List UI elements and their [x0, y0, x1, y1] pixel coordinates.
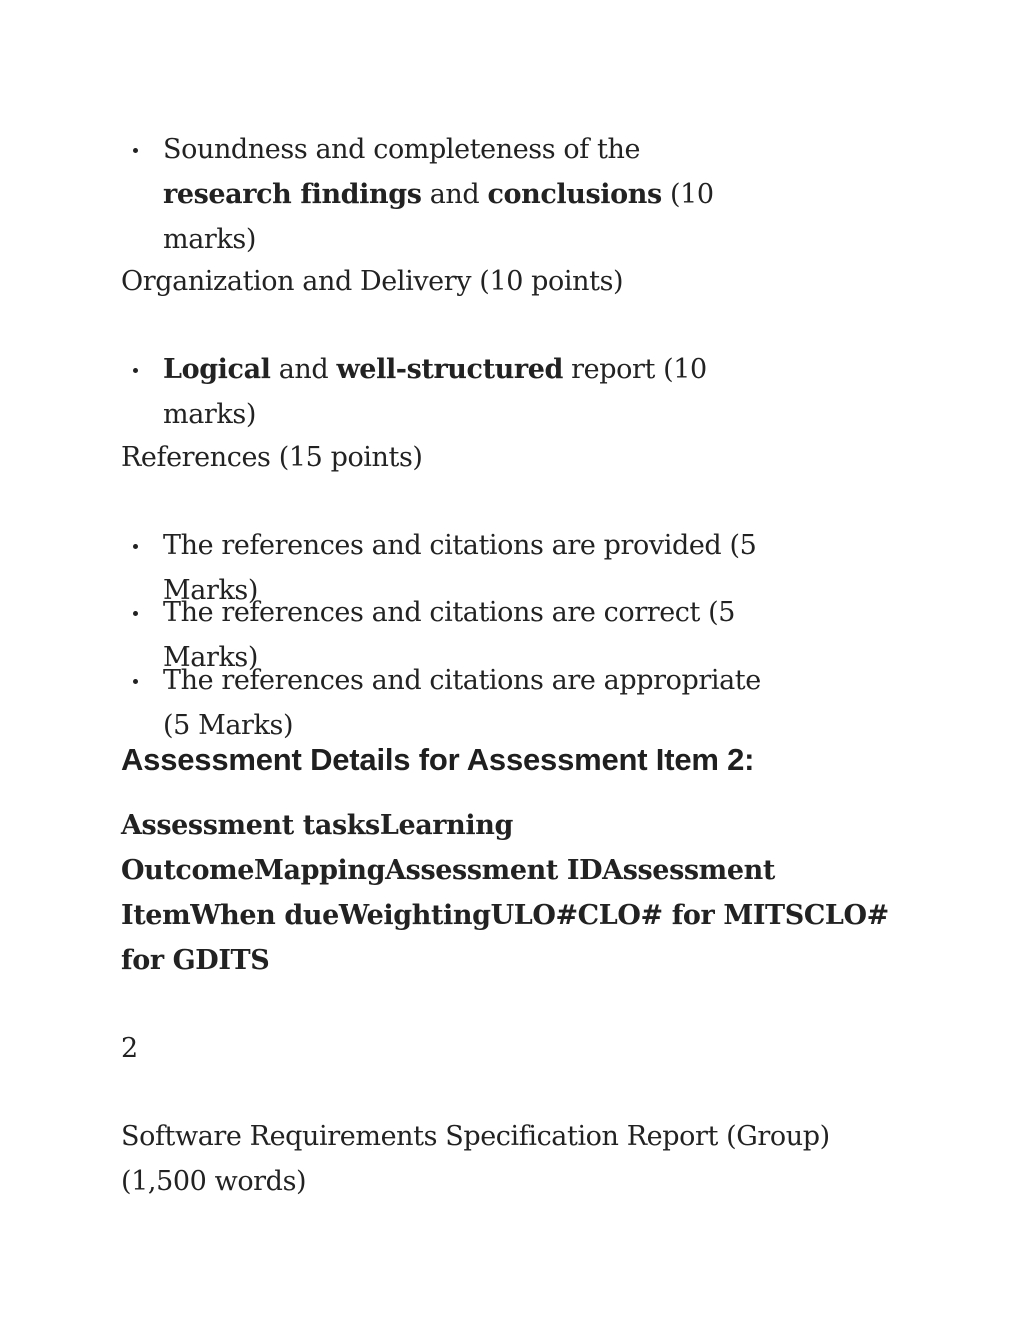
bullet-bold-text: conclusions: [487, 179, 662, 210]
criteria-list-organization: [121, 347, 891, 437]
bullet-text: and: [421, 179, 488, 210]
bullet-bold-text: research findings: [163, 179, 422, 210]
criteria-list-references: [121, 658, 891, 748]
list-item: [121, 127, 763, 262]
bullet-text: report (10 marks): [163, 354, 707, 430]
list-item: The references and citations are correct (5 Marks): [121, 590, 763, 680]
section-heading-organization: Organization and Delivery (10 points): [121, 266, 624, 297]
list-item: The references and citations are provided (5 Marks): [121, 523, 763, 613]
criteria-list-findings: [121, 127, 891, 262]
assessment-item: Software Requirements Specification Report (Group) (1,500 words): [121, 1121, 830, 1197]
assessment-heading: Assessment Details for Assessment Item 2:: [121, 742, 755, 777]
bullet-text: Soundness and completeness of the: [163, 134, 641, 165]
bullet-bold-text: well-structured: [336, 354, 563, 385]
section-heading-references: References (15 points): [121, 442, 423, 473]
list-item: The references and citations are appropriate (5 Marks): [121, 658, 763, 748]
bullet-text: and: [270, 354, 337, 385]
bullet-text: (10 marks): [163, 179, 714, 255]
assessment-id: 2: [121, 1033, 138, 1064]
bullet-bold-text: Logical: [163, 354, 271, 385]
table-header-text: Assessment tasksLearning OutcomeMappingAssessment IDAssessment ItemWhen dueWeightingULO#CLO# for MITSCLO# for GDITS: [121, 810, 889, 976]
list-item: [121, 347, 763, 437]
